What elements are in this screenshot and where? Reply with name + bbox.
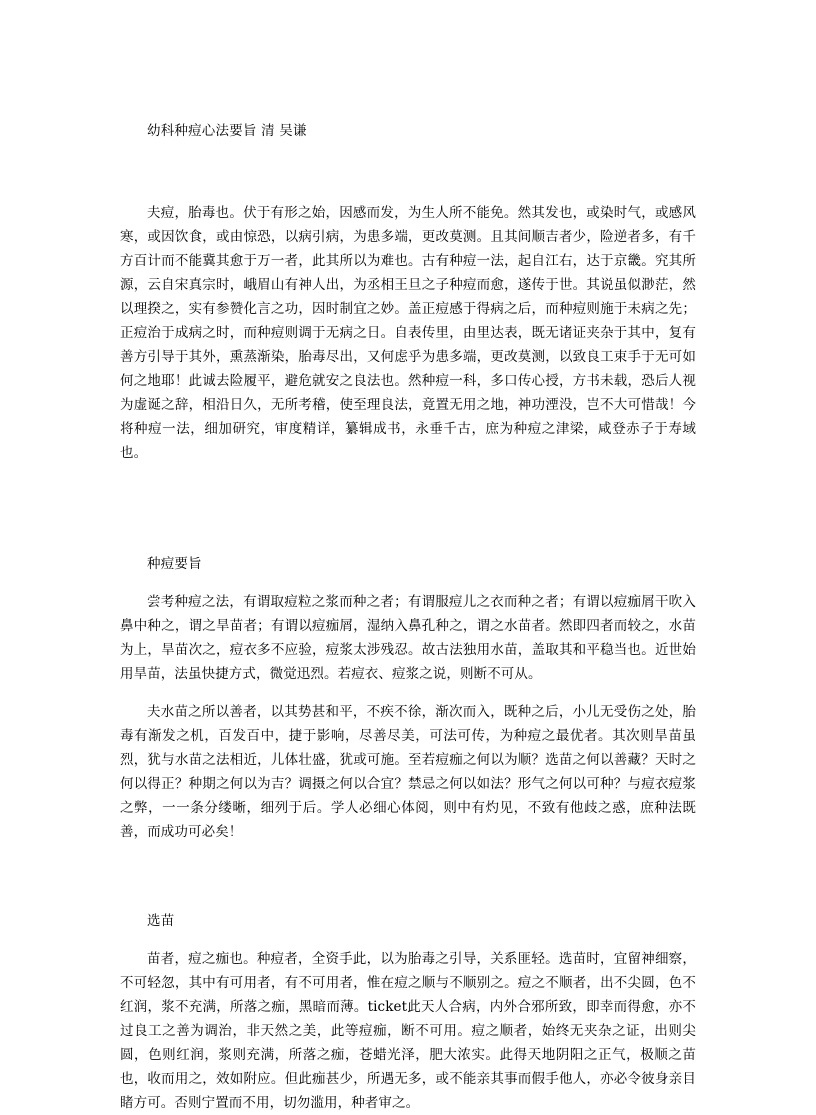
spacer — [120, 902, 696, 910]
paragraph-zhongdou-2: 夫水苗之所以善者，以其势甚和平，不疾不徐，渐次而入，既种之后，小儿无受伤之处，胎毒有渐发之机，百发百中，捷于影响，尽善尽美，可法可传，为种痘之最优者。其次则旱苗虽烈，犹与水苗之法相近，儿体壮盛，犹或可施。至若痘痂之何以为顺？选苗之何以善藏？天时之何以得正？种期之何以为吉？调摄之何以合宜？禁忌之何以如法？形气之何以可种？与痘衣痘浆之弊，一一条分缕晰，细列于后。学人必细心体阅，则中有灼见，不致有他歧之惑，庶种法既善，而成功可必矣！ — [120, 704, 696, 841]
document-title: 幼科种痘心法要旨 清 吴谦 — [147, 123, 307, 139]
spacer — [120, 465, 696, 523]
spacer — [120, 686, 696, 700]
paragraph-preface-1: 夫痘，胎毒也。伏于有形之始，因感而发，为生人所不能免。然其发也，或染时气，或感风寒，或因饮食，或由惊恐，以病引病，为患多端，更改莫测。且其间顺吉者少，险逆者多，有千方百计而不能冀其愈于万一者，此其所以为难也。古有种痘一法，起自江右，达于京畿。究其所源，云自宋真宗时，峨眉山有神人出，为丞相王旦之子种痘而愈，遂传于世。其说虽似渺茫，然以理揆之，实有参赞化言之功，因时制宜之妙。盖正痘感于得病之后，而种痘则施于未病之先；正痘治于成病之时，而种痘则调于无病之日。自表传里，由里达表，既无诸证夹杂于其中，复有善方引导于其外，熏蒸渐染，胎毒尽出，又何虑乎为患多端，更改莫测，以致良工束手于无可如何之地耶！此诚去险履平，避危就安之良法也。然种痘一科，多口传心授，方书未载，恐后人视为虚诞之辞，相沿日久，无所考稽，使至理良法，竟置无用之地，神功湮没，岂不大可惜哉！今将种痘一法，细加研究，审度精详，纂辑成书，永垂千古，庶为种痘之津梁，咸登赤子于寿域也。 — [120, 204, 696, 462]
spacer — [120, 844, 696, 902]
section-heading-zhongdou-yaozhi: 种痘要旨 — [147, 556, 202, 573]
paragraph-xuanmiao-1: 苗者，痘之痂也。种痘者，全资手此，以为胎毒之引导，关系匪轻。选苗时，宜留神细察，不可轻忽，其中有可用者，有不可用者，惟在痘之顺与不顺别之。痘之不顺者，出不尖圆，色不红润，浆不充满，所落之痂，黑暗而薄。ticket此天人合病，内外合邪所致，即幸而得愈，亦不过良工之善为调治，非天然之美，此等痘痂，断不可用。痘之顺者，始终无夹杂之证，出则尖圆，色则红润，浆则充满，所落之痂，苍蜡光泽，肥大浓实。此得天地阴阳之正气，极顺之苗也，收而用之，效如附应。但此痂甚少，所遇无多，或不能亲其事而假手他人，亦必令彼身亲目睹方可。否则宁置而不用，切勿滥用，种者审之。 — [120, 951, 696, 1112]
section-heading-xuanmiao: 选苗 — [147, 913, 175, 930]
spacer — [120, 523, 696, 553]
spacer — [120, 576, 696, 590]
document-content — [120, 120, 696, 1115]
spacer — [120, 933, 696, 947]
spacer — [120, 143, 696, 201]
paragraph-zhongdou-1: 尝考种痘之法，有谓取痘粒之浆而种之者；有谓服痘儿之衣而种之者；有谓以痘痂屑干吹入鼻中种之，谓之旱苗者；有谓以痘痂屑，湿纳入鼻孔种之，谓之水苗者。然即四者而较之，水苗为上，旱苗次之，痘衣多不应验，痘浆太涉残忍。故古法独用水苗，盖取其和平稳当也。近世始用旱苗，法虽快捷方式，微觉迅烈。若痘衣、痘浆之说，则断不可从。 — [120, 594, 696, 683]
